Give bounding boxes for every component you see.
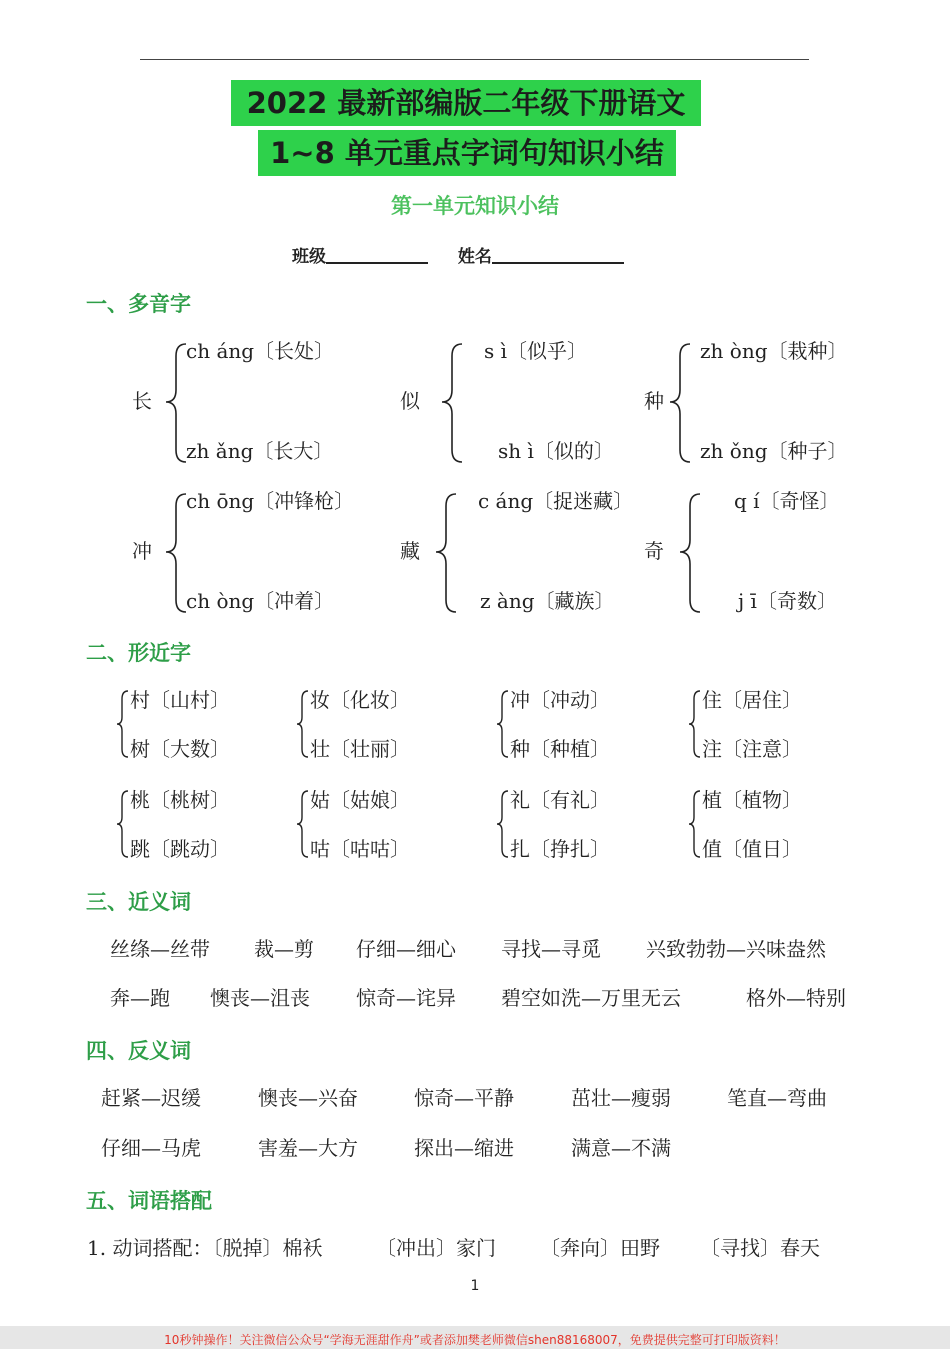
- curly-brace-icon: [496, 789, 510, 859]
- polyphonic-top: s ì〔似乎〕: [484, 339, 588, 363]
- similar-bottom: 跳〔跳动〕: [130, 837, 230, 861]
- polyphonic-top: zh òng〔栽种〕: [700, 339, 848, 363]
- polyphonic-bottom: zh ǒng〔种子〕: [700, 439, 848, 463]
- similar-top: 礼〔有礼〕: [510, 788, 610, 812]
- similar-pair: [688, 787, 868, 859]
- curly-brace-icon: [688, 789, 702, 859]
- collocation-item: 〔寻找〕春天: [700, 1236, 820, 1260]
- title-line-2: 1~8 单元重点字词句知识小结: [258, 130, 676, 176]
- polyphonic-top: c áng〔捉迷藏〕: [478, 489, 634, 513]
- antonym-pair: 满意—不满: [571, 1136, 671, 1160]
- polyphonic-char: 冲: [132, 539, 152, 563]
- similar-top: 妆〔化妆〕: [310, 688, 410, 712]
- synonym-pair: 碧空如洗—万里无云: [501, 986, 681, 1010]
- collocation-item: 1. 动词搭配：〔脱掉〕棉袄: [87, 1236, 323, 1260]
- similar-bottom: 扎〔挣扎〕: [510, 837, 610, 861]
- antonym-pair: 探出—缩进: [414, 1136, 514, 1160]
- section-heading-synonyms: 三、近义词: [86, 890, 191, 914]
- synonym-pair: 懊丧—沮丧: [210, 986, 310, 1010]
- polyphonic-top: ch áng〔长处〕: [186, 339, 335, 363]
- name-blank[interactable]: [492, 246, 624, 264]
- section-heading-polyphonic: 一、多音字: [86, 292, 191, 316]
- antonym-pair: 懊丧—兴奋: [258, 1086, 358, 1110]
- class-label: 班级: [292, 247, 326, 267]
- class-blank[interactable]: [326, 246, 428, 264]
- polyphonic-char: 藏: [400, 539, 420, 563]
- unit-title: 第一单元知识小结: [391, 194, 559, 218]
- similar-pair: [688, 687, 868, 759]
- polyphonic-top: q í〔奇怪〕: [734, 489, 840, 513]
- curly-brace-icon: [672, 488, 732, 618]
- similar-top: 植〔植物〕: [702, 788, 802, 812]
- similar-pair: [116, 687, 296, 759]
- polyphonic-group: [400, 488, 660, 618]
- curly-brace-icon: [496, 689, 510, 759]
- similar-bottom: 值〔值日〕: [702, 837, 802, 861]
- curly-brace-icon: [296, 689, 310, 759]
- similar-bottom: 树〔大数〕: [130, 737, 230, 761]
- polyphonic-bottom: sh ì〔似的〕: [498, 439, 614, 463]
- polyphonic-bottom: zh ǎng〔长大〕: [186, 439, 334, 463]
- synonym-pair: 裁—剪: [254, 937, 314, 961]
- similar-bottom: 咕〔咕咕〕: [310, 837, 410, 861]
- similar-pair: [496, 787, 676, 859]
- polyphonic-group: [400, 338, 660, 468]
- name-label: 姓名: [457, 247, 492, 267]
- synonym-pair: 奔—跑: [110, 986, 170, 1010]
- section-heading-antonyms: 四、反义词: [86, 1039, 191, 1063]
- polyphonic-top: ch ōng〔冲锋枪〕: [186, 489, 355, 513]
- section-heading-similar-shape: 二、形近字: [86, 641, 191, 665]
- section-heading-collocation: 五、词语搭配: [86, 1189, 212, 1213]
- similar-top: 住〔居住〕: [702, 688, 802, 712]
- antonym-pair: 惊奇—平静: [414, 1086, 514, 1110]
- curly-brace-icon: [116, 789, 130, 859]
- polyphonic-group: [644, 488, 904, 618]
- antonym-pair: 害羞—大方: [258, 1136, 358, 1160]
- similar-top: 桃〔桃树〕: [130, 788, 230, 812]
- similar-bottom: 壮〔壮丽〕: [310, 737, 410, 761]
- similar-pair: [116, 787, 296, 859]
- synonym-pair: 格外—特别: [746, 986, 846, 1010]
- antonym-pair: 赶紧—迟缓: [101, 1086, 201, 1110]
- synonym-pair: 丝绦—丝带: [110, 937, 210, 961]
- similar-bottom: 注〔注意〕: [702, 737, 802, 761]
- polyphonic-char: 奇: [644, 539, 664, 563]
- top-rule: [140, 59, 809, 60]
- similar-pair: [296, 687, 476, 759]
- collocation-item: 〔冲出〕家门: [376, 1236, 496, 1260]
- curly-brace-icon: [688, 689, 702, 759]
- footer-note: 10秒钟操作！关注微信公众号“学海无涯甜作舟”或者添加樊老师微信shen88168007，免费提供完整可打印版资料！: [164, 1333, 786, 1347]
- similar-top: 村〔山村〕: [130, 688, 230, 712]
- polyphonic-group: [644, 338, 904, 468]
- similar-pair: [296, 787, 476, 859]
- polyphonic-char: 种: [644, 389, 664, 413]
- class-name-row: [292, 242, 624, 267]
- synonym-pair: 兴致勃勃—兴味盎然: [646, 937, 826, 961]
- similar-bottom: 种〔种植〕: [510, 737, 610, 761]
- polyphonic-bottom: z àng〔藏族〕: [480, 589, 615, 613]
- page-number: 1: [470, 1278, 480, 1294]
- similar-top: 冲〔冲动〕: [510, 688, 610, 712]
- synonym-pair: 惊奇—诧异: [356, 986, 456, 1010]
- polyphonic-bottom: j ī〔奇数〕: [738, 589, 837, 613]
- synonym-pair: 寻找—寻觅: [501, 937, 601, 961]
- curly-brace-icon: [296, 789, 310, 859]
- antonym-pair: 仔细—马虎: [101, 1136, 201, 1160]
- antonym-pair: 笔直—弯曲: [727, 1086, 827, 1110]
- antonym-pair: 茁壮—瘦弱: [571, 1086, 671, 1110]
- curly-brace-icon: [116, 689, 130, 759]
- similar-top: 姑〔姑娘〕: [310, 788, 410, 812]
- polyphonic-group: [132, 338, 392, 468]
- polyphonic-bottom: ch òng〔冲着〕: [186, 589, 335, 613]
- synonym-pair: 仔细—细心: [356, 937, 456, 961]
- title-line-1: 2022 最新部编版二年级下册语文: [231, 80, 701, 126]
- polyphonic-group: [132, 488, 392, 618]
- polyphonic-char: 似: [400, 389, 420, 413]
- collocation-item: 〔奔向〕田野: [540, 1236, 660, 1260]
- similar-pair: [496, 687, 676, 759]
- polyphonic-char: 长: [132, 389, 152, 413]
